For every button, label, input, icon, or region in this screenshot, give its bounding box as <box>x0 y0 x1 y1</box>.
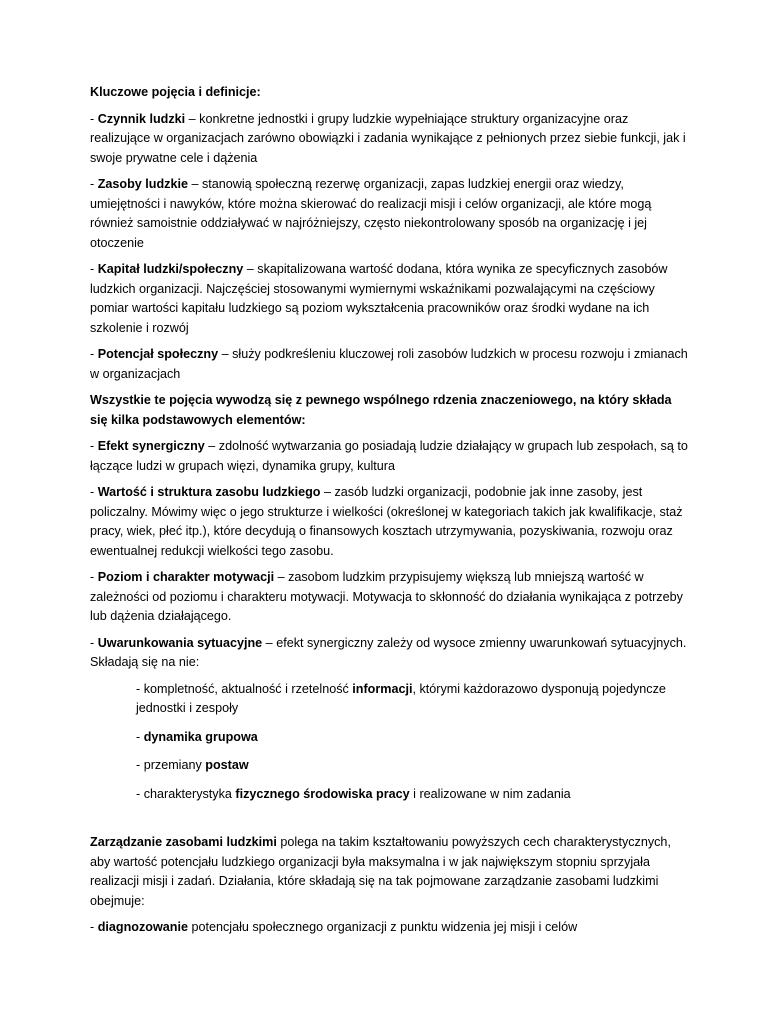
sub-item: - dynamika grupowa <box>136 729 258 744</box>
element-item: - Poziom i charakter motywacji – zasobom ludzkim przypisujemy większą lub mniejszą wartość w zależności od poziomu i charakteru motywacji. Motywacja to skłonność do działania wynikająca z potrzeby lub dążenia działającego. <box>90 570 683 623</box>
element-item: - Uwarunkowania sytuacyjne – efekt synergiczny zależy od wysoce zmienny uwarunkowań sytuacyjnych. Składają się na nie: <box>90 635 687 669</box>
sub-item: - charakterystyka fizycznego środowiska pracy i realizowane w nim zadania <box>136 786 571 801</box>
definition-item: - Kapitał ludzki/społeczny – skapitalizowana wartość dodana, która wynika ze specyficznych zasobów ludzkich organizacji. Najczęściej stosowanymi wymiernymi wskaźnikami pozwalającymi na częściowy pomiar wartości kapitału ludzkiego są poziom wykształcenia pracowników oraz środki wydane na ich szkolenie i rozwój <box>90 262 668 335</box>
spacer <box>90 813 690 833</box>
element-item: - Efekt synergiczny – zdolność wytwarzania go posiadają ludzie działający w grupach lub zespołach, są to łączące ludzi w grupach więzi, dynamika grupy, kultura <box>90 439 688 473</box>
sub-item: - przemiany postaw <box>136 758 249 772</box>
heading: Kluczowe pojęcia i definicje: <box>90 85 261 99</box>
final-paragraph: Zarządzanie zasobami ludzkimi polega na takim kształtowaniu powyższych cech charakterystycznych, aby wartość potencjału ludzkiego organizacji była maksymalna i w jak największym stopniu sprzyjała realizacji misji i zadań. Działania, które składają się na tak pojmowane zarządzanie zasobami ludzkimi obejmuje: <box>90 835 671 908</box>
element-item: - Wartość i struktura zasobu ludzkiego – zasób ludzki organizacji, podobnie jak inne zasoby, jest policzalny. Mówimy więc o jego strukturze i wielkości (określonej w kategoriach takich jak kwalifikacje, staż pracy, wiek, płeć itp.), które decydują o finansowych kosztach utrzymywania, pozyskiwania, rozwoju oraz ewentualnej redukcji wielkości tego zasobu. <box>90 485 683 558</box>
definition-item: - Zasoby ludzkie – stanowią społeczną rezerwę organizacji, zapas ludzkiej energii oraz wiedzy, umiejętności i nawyków, które można skierować do realizacji misji i celów organizacji, ale które mogą również samoistnie oddziaływać w najróżniejszy, często niekontrolowany sposób na organizację i jej otoczenie <box>90 177 652 250</box>
sub-item: - kompletność, aktualność i rzetelność informacji, którymi każdorazowo dysponują pojedyncze jednostki i zespoły <box>136 681 666 715</box>
definition-item: - Potencjał społeczny – służy podkreśleniu kluczowej roli zasobów ludzkich w procesu rozwoju i zmianach w organizacjach <box>90 347 688 381</box>
definition-item: - Czynnik ludzki – konkretne jednostki i grupy ludzkie wypełniające struktury organizacyjne oraz realizujące w organizacjach zarówno obowiązki i zadania wynikające z pełnionych przez siebie funkcji, jak i swoje prywatne cele i dążenia <box>90 111 686 165</box>
action-item: - diagnozowanie potencjału społecznego organizacji z punktu widzenia jej misji i celów <box>90 920 578 934</box>
document-page <box>90 83 690 945</box>
bold-statement: Wszystkie te pojęcia wywodzą się z pewnego wspólnego rdzenia znaczeniowego, na który składa się kilka podstawowych elementów: <box>90 393 672 427</box>
